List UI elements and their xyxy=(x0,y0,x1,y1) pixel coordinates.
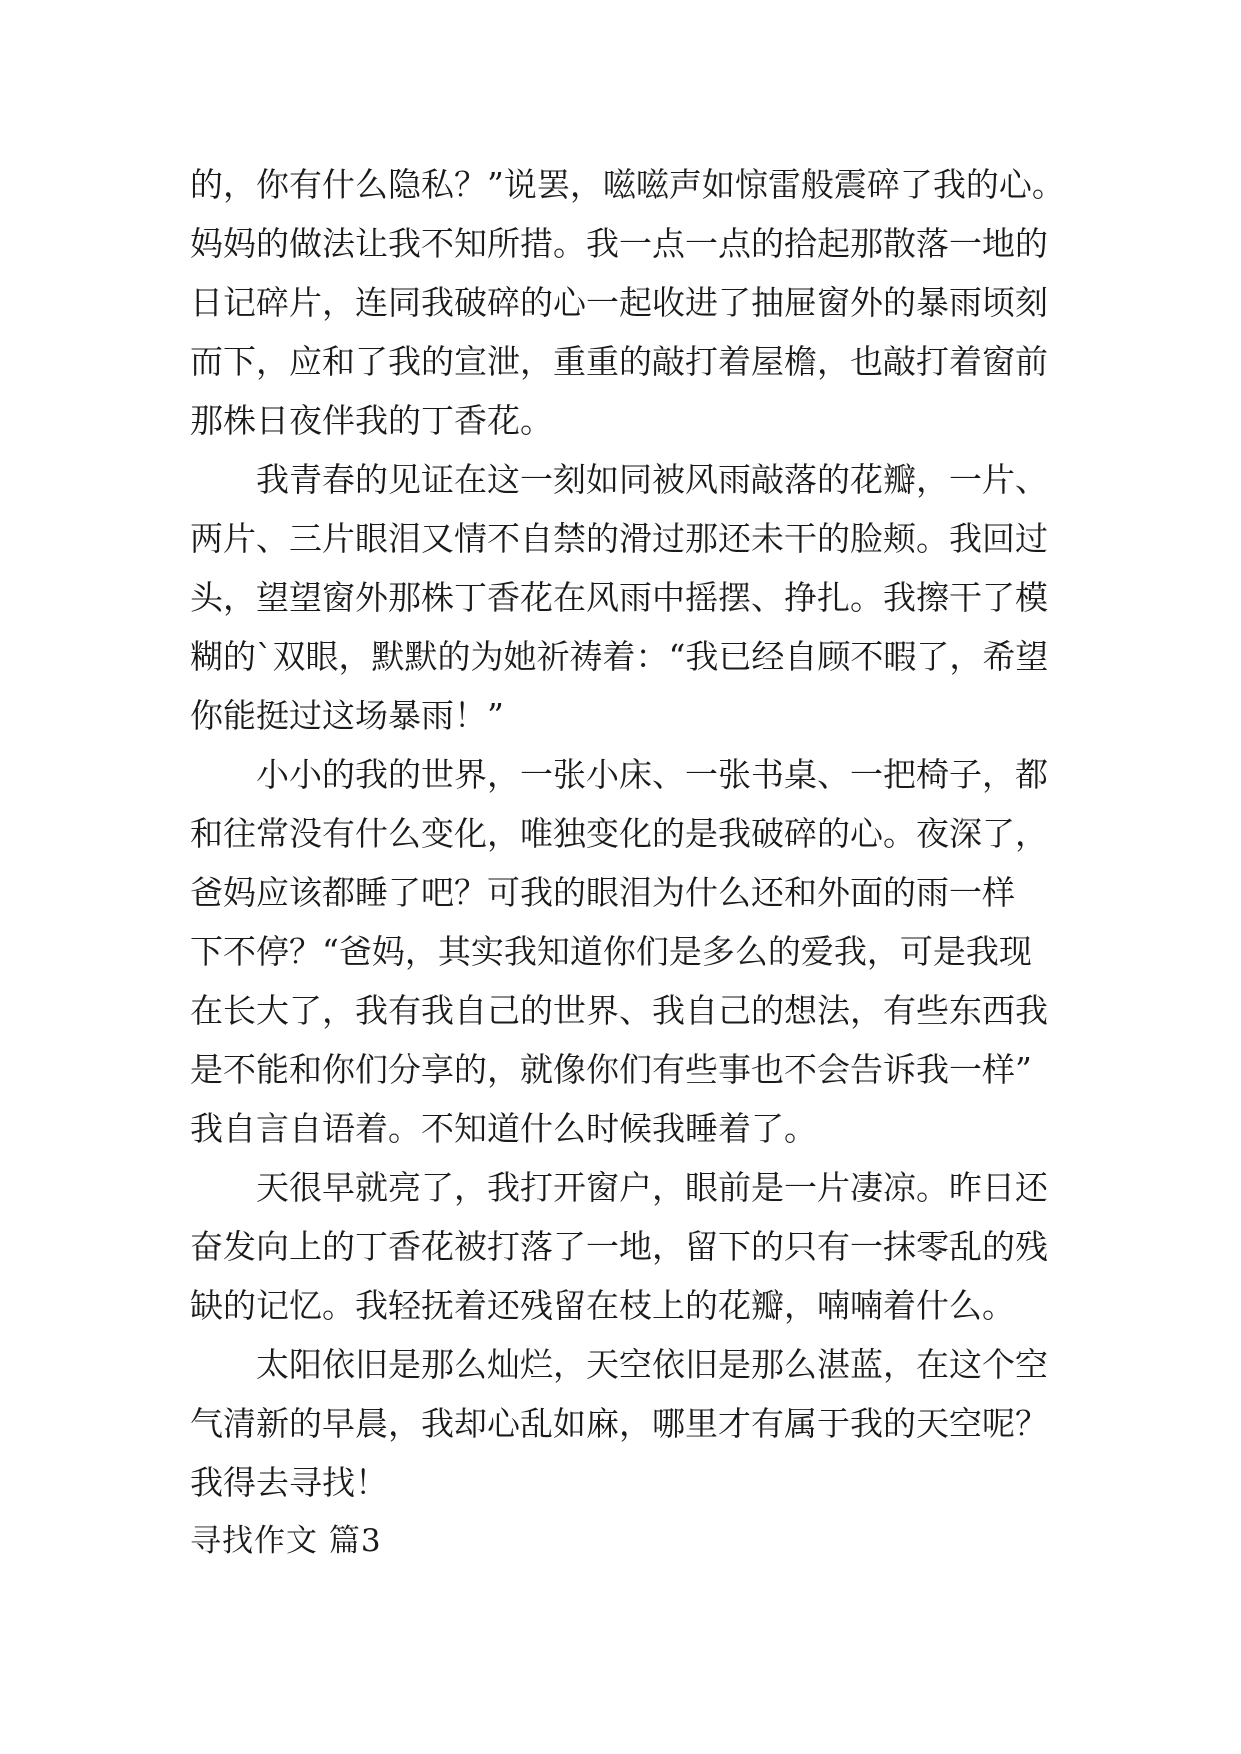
text-line: 下不停？“爸妈，其实我知道你们是多么的爱我，可是我现 xyxy=(190,932,1032,971)
text-line: 妈妈的做法让我不知所措。我一点一点的拾起那散落一地的 xyxy=(190,224,1048,263)
text-line: 日记碎片，连同我破碎的心一起收进了抽屉窗外的暴雨顷刻 xyxy=(190,283,1048,322)
text-line: 缺的记忆。我轻抚着还残留在枝上的花瓣，喃喃着什么。 xyxy=(190,1286,1015,1325)
paragraph-2 xyxy=(190,450,1070,745)
document-body xyxy=(190,155,1070,1571)
text-line: 头，望望窗外那株丁香花在风雨中摇摆、挣扎。我擦干了模 xyxy=(190,578,1048,617)
text-line: 你能挺过这场暴雨！” xyxy=(190,696,504,735)
paragraph-1 xyxy=(190,155,1070,450)
text-line: 太阳依旧是那么灿烂，天空依旧是那么湛蓝，在这个空 xyxy=(256,1345,1048,1384)
text-line: 那株日夜伴我的丁香花。 xyxy=(190,401,553,440)
text-line: 奋发向上的丁香花被打落了一地，留下的只有一抹零乱的残 xyxy=(190,1227,1048,1266)
paragraph-5 xyxy=(190,1335,1070,1512)
text-line: 两片、三片眼泪又情不自禁的滑过那还未干的脸颊。我回过 xyxy=(190,519,1048,558)
text-line: 气清新的早晨，我却心乱如麻，哪里才有属于我的天空呢？ xyxy=(190,1404,1048,1443)
text-line: 我自言自语着。不知道什么时候我睡着了。 xyxy=(190,1109,817,1148)
text-line: 糊的`双眼，默默的为她祈祷着：“我已经自顾不暇了，希望 xyxy=(190,637,1049,676)
paragraph-3 xyxy=(190,745,1070,1158)
section-heading: 寻找作文 篇3 xyxy=(190,1523,382,1559)
paragraph-4 xyxy=(190,1158,1070,1335)
text-line: 天很早就亮了，我打开窗户，眼前是一片凄凉。昨日还 xyxy=(256,1168,1048,1207)
text-line: 爸妈应该都睡了吧？可我的眼泪为什么还和外面的雨一样 xyxy=(190,873,1015,912)
text-line: 在长大了，我有我自己的世界、我自己的想法，有些东西我 xyxy=(190,991,1048,1030)
text-line: 我青春的见证在这一刻如同被风雨敲落的花瓣，一片、 xyxy=(256,460,1048,499)
text-line: 小小的我的世界，一张小床、一张书桌、一把椅子，都 xyxy=(256,755,1048,794)
text-line: 我得去寻找！ xyxy=(190,1463,388,1502)
text-line: 和往常没有什么变化，唯独变化的是我破碎的心。夜深了， xyxy=(190,814,1048,853)
text-line: 是不能和你们分享的，就像你们有些事也不会告诉我一样” xyxy=(190,1050,1032,1089)
text-line: 的，你有什么隐私？”说罢，嗞嗞声如惊雷般震碎了我的心。 xyxy=(190,165,1065,204)
text-line: 而下，应和了我的宣泄，重重的敲打着屋檐，也敲打着窗前 xyxy=(190,342,1048,381)
